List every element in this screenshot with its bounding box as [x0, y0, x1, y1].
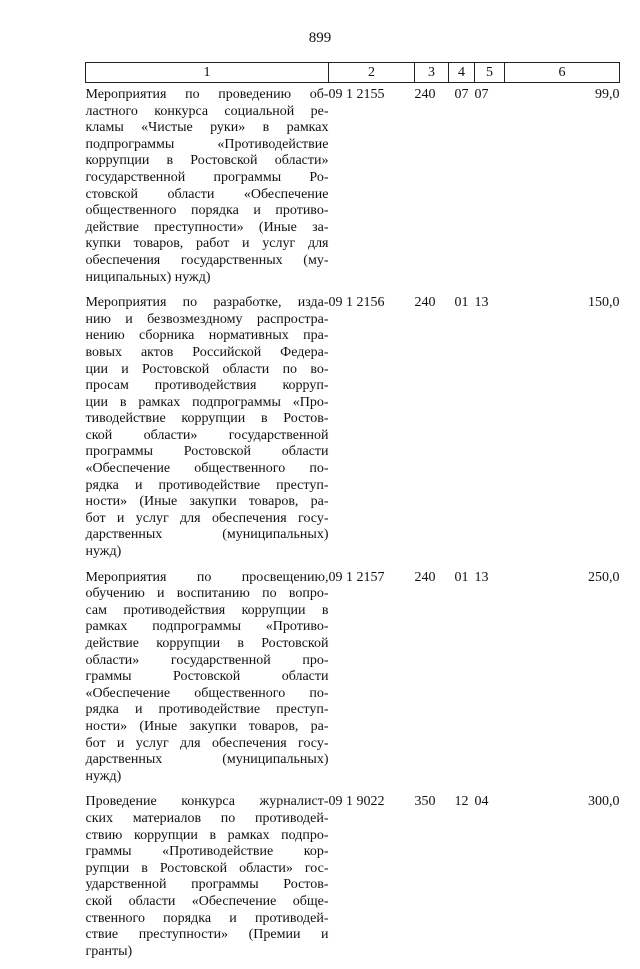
section: 12 — [449, 794, 475, 969]
section: 01 — [449, 295, 475, 570]
description-line: «Обеспечение общественного по- — [86, 686, 329, 703]
table-row — [86, 295, 620, 570]
row-description — [86, 83, 329, 296]
description-line: действие преступности» (Иные за- — [86, 220, 329, 237]
description-line: просам противодействия корруп- — [86, 378, 329, 395]
description-line: обучению и воспитанию по вопро- — [86, 586, 329, 603]
description-line: рядка и противодействие преступ- — [86, 478, 329, 495]
description-line: ности» (Иные закупки товаров, ра- — [86, 719, 329, 736]
description-line: дарственных (муниципальных) — [86, 527, 329, 544]
description-line: бот и услуг для обеспечения госу- — [86, 736, 329, 753]
table-body — [86, 83, 620, 969]
header-col-5: 5 — [475, 63, 505, 83]
description-line: ских материалов по противодей- — [86, 811, 329, 828]
table-row — [86, 83, 620, 296]
description-line: ниципальных) нужд) — [86, 270, 329, 287]
section: 01 — [449, 570, 475, 795]
description-line: Мероприятия по просвещению, — [86, 570, 329, 587]
target-code: 09 1 9022 — [329, 794, 415, 969]
description-line: коррупции в Ростовской области» — [86, 153, 329, 170]
description-line: кламы «Чистые руки» в рамках — [86, 120, 329, 137]
description-line: Мероприятия по проведению об- — [86, 87, 329, 104]
description-line: программы Ростовской области — [86, 444, 329, 461]
description-line: нению сборника нормативных пра- — [86, 328, 329, 345]
header-col-2: 2 — [329, 63, 415, 83]
target-code: 09 1 2155 — [329, 83, 415, 296]
description-line: стовской области «Обеспечение — [86, 187, 329, 204]
description-line: обеспечения государственных (му- — [86, 253, 329, 270]
description-line: государственной программы Ро- — [86, 170, 329, 187]
description-line: ударственной программы Ростов- — [86, 877, 329, 894]
description-line: рядка и противодействие преступ- — [86, 702, 329, 719]
description-line: ности» (Иные закупки товаров, ра- — [86, 494, 329, 511]
description-line: рупции в Ростовской области» гос- — [86, 861, 329, 878]
description-line: гранты) — [86, 944, 329, 961]
row-description — [86, 794, 329, 969]
budget-table — [85, 62, 620, 969]
description-line: области» государственной про- — [86, 653, 329, 670]
description-line: ции и Ростовской области по во- — [86, 362, 329, 379]
amount: 150,0 — [505, 295, 620, 570]
target-code: 09 1 2156 — [329, 295, 415, 570]
description-line: подпрограммы «Противодействие — [86, 137, 329, 154]
header-col-4: 4 — [449, 63, 475, 83]
description-line: ствие преступности» (Премии и — [86, 927, 329, 944]
description-line: Проведение конкурса журналист- — [86, 794, 329, 811]
description-line: ствию коррупции в рамках подпро- — [86, 828, 329, 845]
description-line: Мероприятия по разработке, изда- — [86, 295, 329, 312]
expense-type: 240 — [415, 295, 449, 570]
description-line: «Обеспечение общественного по- — [86, 461, 329, 478]
expense-type: 240 — [415, 570, 449, 795]
description-line: нужд) — [86, 544, 329, 561]
table-header — [86, 63, 620, 83]
description-line: бот и услуг для обеспечения госу- — [86, 511, 329, 528]
description-line: сам противодействия коррупции в — [86, 603, 329, 620]
row-description — [86, 295, 329, 570]
description-line: действие коррупции в Ростовской — [86, 636, 329, 653]
description-line: вовых актов Российской Федера- — [86, 345, 329, 362]
target-code: 09 1 2157 — [329, 570, 415, 795]
table-row — [86, 570, 620, 795]
page-number: 899 — [0, 30, 640, 47]
description-line: граммы Ростовской области — [86, 669, 329, 686]
amount: 300,0 — [505, 794, 620, 969]
row-description — [86, 570, 329, 795]
table-row — [86, 794, 620, 969]
description-line: ской области «Обеспечение обще- — [86, 894, 329, 911]
description-line: ластного конкурса социальной ре- — [86, 104, 329, 121]
description-line: ственного порядка и противодей- — [86, 911, 329, 928]
description-line: тиводействие коррупции в Ростов- — [86, 411, 329, 428]
expense-type: 350 — [415, 794, 449, 969]
amount: 250,0 — [505, 570, 620, 795]
section: 07 — [449, 83, 475, 296]
header-col-6: 6 — [505, 63, 620, 83]
amount: 99,0 — [505, 83, 620, 296]
description-line: нужд) — [86, 769, 329, 786]
description-line: купки товаров, работ и услуг для — [86, 236, 329, 253]
description-line: нию и безвозмездному распростра- — [86, 312, 329, 329]
description-line: дарственных (муниципальных) — [86, 752, 329, 769]
description-line: общественного порядка и противо- — [86, 203, 329, 220]
header-col-1: 1 — [86, 63, 329, 83]
header-col-3: 3 — [415, 63, 449, 83]
description-line: ции в рамках подпрограммы «Про- — [86, 395, 329, 412]
description-line: рамках подпрограммы «Противо- — [86, 619, 329, 636]
description-line: граммы «Противодействие кор- — [86, 844, 329, 861]
subsection: 04 — [475, 794, 505, 969]
subsection: 07 — [475, 83, 505, 296]
subsection: 13 — [475, 295, 505, 570]
subsection: 13 — [475, 570, 505, 795]
description-line: ской области» государственной — [86, 428, 329, 445]
expense-type: 240 — [415, 83, 449, 296]
